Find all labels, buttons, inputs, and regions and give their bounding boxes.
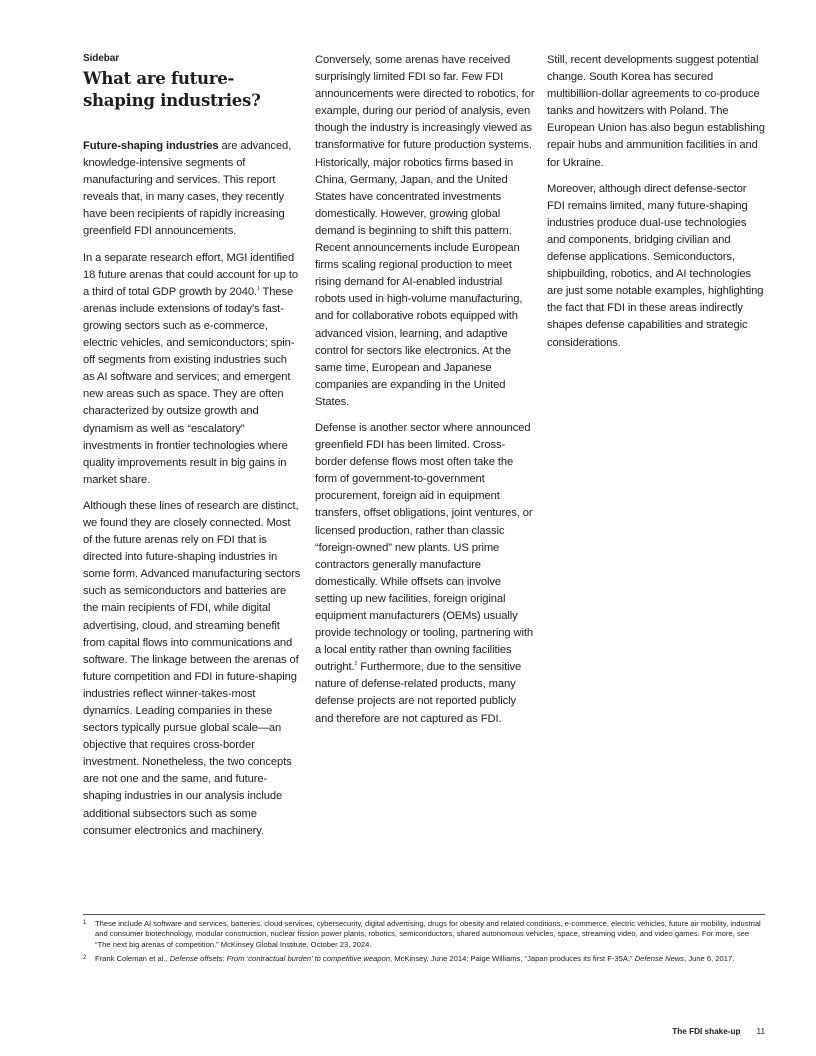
footnote-text: These include AI software and services, batteries, cloud services, cybersecurity, digital advertising, drugs for obesity and related conditions, e-commerce, electric vehicles, future air mobility, industrial and consumer biotechnology, modular construction, nuclear fission power plants, robotics, semiconductors, shared autonomous vehicles, space, streaming video, and video games. For more, see “The next big arenas of competition,” McKinsey Global Institute, October 23, 2024. bbox=[95, 919, 761, 949]
defined-term: Future-shaping industries bbox=[83, 140, 219, 152]
paragraph-4: Conversely, some arenas have received surprisingly limited FDI so far. Few FDI announcements were directed to robotics, for example, during our period of analysis, even though the industry is increasingly viewed as transformative for future production systems. Historically, major robotics firms based in China, Germany, Japan, and the United States have concentrated investments domestically. However, growing global demand is beginning to shift this pattern. Recent announcements include European firms scaling regional production to meet rising demand for AI-enabled industrial robots used in high-volume manufacturing, and for collaborative robots equipped with advanced vision, learning, and adaptive control for sectors like electronics. At the same time, European and Japanese companies are expanding in the United States. bbox=[315, 54, 535, 408]
page-footer bbox=[672, 1027, 765, 1036]
sidebar-title: What are future-shaping industries? bbox=[83, 68, 261, 110]
footnote-number: 1 bbox=[83, 920, 87, 926]
running-head: The FDI shake-up bbox=[672, 1027, 741, 1036]
footnote-number: 2 bbox=[83, 955, 87, 961]
sidebar-label: Sidebar bbox=[83, 53, 119, 64]
footnote-divider bbox=[83, 914, 765, 915]
paragraph-2: In a separate research effort, MGI identified 18 future arenas that could account for up to a third of total GDP growth by 2040.$^1$ These arenas include extensions of today’s fast-growing sectors such as e-commerce, electric vehicles, and semiconductors; spin-off segments from existing industries such as AI software and services; and emergent new areas such as space. They are often characterized by outsize growth and dynamism as well as “escalatory” investments in frontier technologies where quality improvements result in big gains in market share. bbox=[83, 251, 299, 486]
paragraph-1: Future-shaping industries are advanced, knowledge-intensive segments of manufacturing and services. This report reveals that, in many cases, they recently have been recipients of rapidly increasing greenfield FDI announcements. bbox=[83, 140, 292, 238]
column-1 bbox=[83, 52, 301, 849]
paragraph-6: Still, recent developments suggest potential change. South Korea has secured multibillion-dollar agreements to co-produce tanks and howitzers with Poland. The European Union has also begun establishing repair hubs and ammunition facilities in and for Ukraine. bbox=[547, 54, 765, 169]
footnote-1 bbox=[83, 919, 763, 950]
footnote-ref-1[interactable]: 1 bbox=[257, 285, 260, 292]
column-2 bbox=[315, 52, 535, 737]
paragraph-5: Defense is another sector where announced greenfield FDI has been limited. Cross-border defense flows most often take the form of government-to-government procurement, foreign aid in equipment transfers, offset obligations, joint ventures, or licensed production, rather than classic “foreign-owned” new plants. US prime contractors generally manufacture domestically. While offsets can involve setting up new facilities, foreign original equipment manufacturers (OEMs) usually provide technology or tooling, partnering with a local entity rather than owning facilities outright.$^2$ Furthermore, due to the sensitive nature of defense-related products, many defense projects are not reported publicly and therefore are not captured as FDI. bbox=[315, 421, 534, 725]
column-3 bbox=[547, 52, 765, 361]
paragraph-3: Although these lines of research are distinct, we found they are closely connected. Most of the future arenas rely on FDI that is directed into future-shaping industries in some form. Advanced manufacturing sectors such as semiconductors and batteries are the main recipients of FDI, while digital advertising, cloud, and streaming benefit from capital flows into communications and software. The linkage between the arenas of future competition and FDI in future-shaping industries reflect winner-takes-most dynamics. Leading companies in these sectors typically pursue global scale—an objective that requires cross-border investment. Nonetheless, the two concepts are not one and the same, and future-shaping industries in our analysis include additional subsectors such as some consumer electronics and machinery. bbox=[83, 499, 301, 837]
footnote-2 bbox=[83, 954, 763, 964]
paragraph-7: Moreover, although direct defense-sector FDI remains limited, many future-shaping industries produce dual-use technologies and components, bridging civilian and defense applications. Semiconductors, shipbuilding, robotics, and AI technologies are just some notable examples, highlighting the fact that FDI in these areas indirectly shapes defense capabilities and strategic considerations. bbox=[547, 182, 764, 349]
footnote-text: Frank Coleman et al., Defense offsets: From ‘contractual burden’ to competitive weapon, McKinsey, June 2014; Paige Williams, “Japan produces its first F-35A,” Defense News, June 6, 2017. bbox=[95, 954, 735, 963]
page-number: 11 bbox=[756, 1027, 765, 1036]
footnote-ref-2[interactable]: 2 bbox=[354, 661, 358, 668]
